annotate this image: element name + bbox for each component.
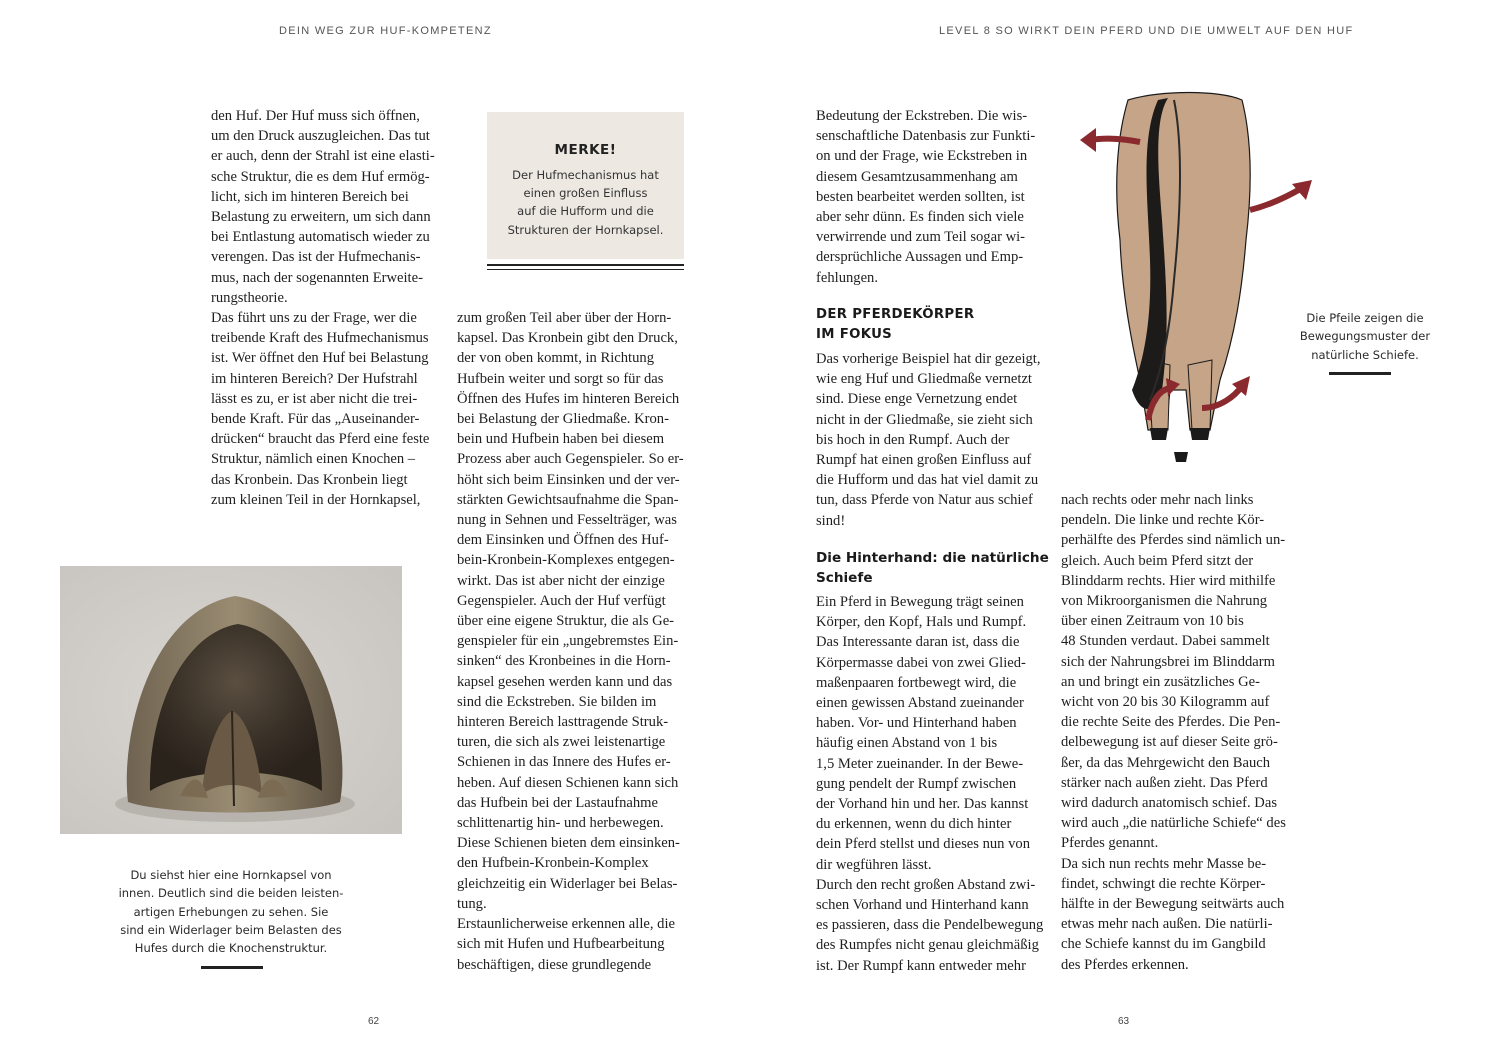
right-column-1-top <box>816 106 1035 288</box>
body-text-line: über eine eigene Struktur, die als Ge- <box>457 613 675 630</box>
body-text-line: Blinddarm rechts. Hier wird mithilfe <box>1061 572 1276 589</box>
body-text-line: mus, nach der sogenannten Erweite- <box>211 269 423 286</box>
horse-illustration <box>1070 90 1320 470</box>
merke-line: einen großen Einfluss <box>523 186 648 201</box>
body-text-line: einen gewissen Abstand zueinander <box>816 695 1024 712</box>
body-text-line: verengen. Das ist der Hufmechanis- <box>211 249 421 266</box>
body-text-line: das Kronbein. Das Kronbein liegt <box>211 471 408 488</box>
body-text-line: den Hufbein-Kronbein-Komplex <box>457 855 649 872</box>
running-head-left: DEIN WEG ZUR HUF-KOMPETENZ <box>279 25 492 37</box>
body-text-line: wird auch „die natürliche Schiefe“ des <box>1061 815 1286 832</box>
body-text-line: delbewegung ist auf dieser Seite grö- <box>1061 734 1278 751</box>
body-text-line: tun, dass Pferde von Natur aus schief <box>816 492 1033 509</box>
body-text-line: kapsel gesehen werden kann und das <box>457 673 673 690</box>
body-text-line: bei Belastung der Gliedmaße. Kron- <box>457 411 669 428</box>
left-column-1 <box>211 106 435 510</box>
caption-line: innen. Deutlich sind die beiden leisten- <box>118 886 344 901</box>
merke-text <box>487 166 684 239</box>
body-text-line: Das vorherige Beispiel hat dir gezeigt, <box>816 351 1041 367</box>
body-text-line: etwas mehr nach außen. Die natürli- <box>1061 916 1273 933</box>
body-text-line: Pferdes genannt. <box>1061 835 1159 852</box>
caption-line: Hufes durch die Knochenstruktur. <box>134 941 328 956</box>
body-text-line: sind die Eckstreben. Sie bilden im <box>457 693 657 710</box>
hoof-photo <box>60 566 402 834</box>
horse-caption <box>1285 309 1445 364</box>
body-text-line: Gegenspieler. Auch der Huf verfügt <box>457 592 666 609</box>
body-text-line: wirkt. Das ist aber nicht der einzige <box>457 572 665 589</box>
body-text-line: drücken“ braucht das Pferd eine feste <box>211 431 430 448</box>
caption-line: Du siehst hier eine Hornkapsel von <box>130 868 332 882</box>
body-text-line: Das führt uns zu der Frage, wer die <box>211 310 417 327</box>
body-text-line: die Hufform und das hat viel damit zu <box>816 472 1039 489</box>
page-number-right: 63 <box>1118 1016 1130 1027</box>
body-text-line: Ein Pferd in Bewegung trägt seinen <box>816 594 1024 610</box>
hoof-image <box>60 566 402 834</box>
body-text-line: nung in Sehnen und Fesselträger, was <box>457 512 677 529</box>
body-text-line: haben. Vor- und Hinterhand haben <box>816 715 1017 732</box>
merke-title: MERKE! <box>554 142 617 158</box>
heading-pferdekoerper <box>816 305 974 345</box>
body-text-line: im hinteren Bereich? Der Hufstrahl <box>211 370 418 387</box>
body-text-line: verwirrende und zum Teil sogar wi- <box>816 229 1026 246</box>
body-text-line: wicht von 20 bis 30 Kilogramm auf <box>1061 694 1270 711</box>
body-text-line: häufig einen Abstand von 1 bis <box>816 735 998 752</box>
right-column-1-middle <box>816 349 1041 531</box>
body-text-line: stärkten Gewichtsaufnahme die Span- <box>457 491 679 508</box>
body-text-line: heben. Auf diesen Schienen kann sich <box>457 774 679 791</box>
body-text-line: ist. Wer öffnet den Huf bei Belastung <box>211 350 429 367</box>
horse-rear-image <box>1070 90 1320 470</box>
body-text-line: des Pferdes erkennen. <box>1061 956 1189 973</box>
body-text-line: sich mit Hufen und Hufbearbeitung <box>457 936 665 953</box>
body-text-line: die rechte Seite des Pferdes. Die Pen- <box>1061 714 1281 731</box>
caption-line: natürliche Schiefe. <box>1311 347 1419 362</box>
body-text-line: licht, sich im hinteren Bereich bei <box>211 188 409 205</box>
body-text-line: tung. <box>457 895 487 912</box>
body-text-line: stärker nach außen zieht. Das Pferd <box>1061 774 1268 791</box>
body-text-line: aber sehr dünn. Es finden sich viele <box>816 209 1024 226</box>
body-text-line: hälfte in der Bewegung seitwärts auch <box>1061 896 1285 913</box>
hoof-caption-rule <box>201 966 263 969</box>
body-text-line: pendeln. Die linke und rechte Kör- <box>1061 512 1265 529</box>
body-text-line: ist. Der Rumpf kann entweder mehr <box>816 957 1026 974</box>
body-text-line: den Huf. Der Huf muss sich öffnen, <box>211 108 420 124</box>
merke-rule-top <box>487 264 684 266</box>
body-text-line: beschäftigen, diese grundlegende <box>457 956 652 973</box>
body-text-line: zum kleinen Teil in der Hornkapsel, <box>211 491 421 508</box>
body-text-line: Hufbein weiter und sorgt so für das <box>457 370 664 387</box>
body-text-line: Erstaunlicherweise erkennen alle, die <box>457 916 675 933</box>
heading-line: Schiefe <box>816 570 873 587</box>
body-text-line: wie eng Huf und Gliedmaße vernetzt <box>816 371 1032 388</box>
body-text-line: Da sich nun rechts mehr Masse be- <box>1061 855 1267 872</box>
body-text-line: sich der Nahrungsbrei im Blinddarm <box>1061 653 1275 670</box>
body-text-line: bende Kraft. Für das „Auseinander- <box>211 411 420 428</box>
body-text-line: um den Druck auszugleichen. Das tut <box>211 128 430 145</box>
body-text-line: fehlungen. <box>816 269 879 286</box>
body-text-line: ßer, da das Mehrgewicht den Bauch <box>1061 754 1271 771</box>
body-text-line: nach rechts oder mehr nach links <box>1061 492 1254 508</box>
body-text-line: Körpermasse dabei von zwei Glied- <box>816 654 1026 671</box>
body-text-line: on und der Frage, wie Eckstreben in <box>816 148 1028 165</box>
body-text-line: Struktur, nämlich einen Knochen – <box>211 451 416 468</box>
caption-line: sind ein Widerlager beim Belasten des <box>120 922 342 937</box>
body-text-line: Öffnen des Hufes im hinteren Bereich <box>457 390 680 407</box>
body-text-line: schlittenartig hin- und herbewegen. <box>457 815 664 832</box>
heading-line: IM FOKUS <box>816 327 893 342</box>
body-text-line: Das Interessante daran ist, dass die <box>816 634 1020 651</box>
body-text-line: sinken“ des Kronbeines in die Horn- <box>457 653 671 670</box>
merke-box <box>487 112 684 259</box>
body-text-line: maßenpaaren fortbewegt wird, die <box>816 674 1017 691</box>
body-text-line: an und bringt ein zusätzliches Ge- <box>1061 673 1260 690</box>
merke-line: Der Hufmechanismus hat <box>512 168 659 182</box>
body-text-line: es passieren, dass die Pendelbewegung <box>816 917 1044 934</box>
body-text-line: genspieler für ein „ungebremstes Ein- <box>457 633 679 650</box>
body-text-line: sind. Diese enge Vernetzung endet <box>816 391 1018 408</box>
body-text-line: bei Entlastung automatisch wieder zu <box>211 229 430 246</box>
body-text-line: perhälfte des Pferdes sind nämlich un- <box>1061 532 1286 549</box>
body-text-line: Belastung zu erweitern, um sich dann <box>211 209 431 226</box>
body-text-line: das Hufbein bei der Lastaufnahme <box>457 794 658 811</box>
body-text-line: Diese Schienen bieten dem einsinken- <box>457 835 680 852</box>
heading-line: DER PFERDEKÖRPER <box>816 307 975 322</box>
body-text-line: rungstheorie. <box>211 289 288 306</box>
merke-line: auf die Hufform und die <box>517 204 654 219</box>
body-text-line: schen Vorhand und Hinterhand kann <box>816 897 1029 914</box>
body-text-line: senschaftliche Datenbasis zur Funkti- <box>816 128 1036 145</box>
heading-line: Die Hinterhand: die natürliche <box>816 550 1049 566</box>
body-text-line: hinteren Bereich lasttragende Struk- <box>457 714 669 731</box>
body-text-line: 48 Stunden verdaut. Dabei sammelt <box>1061 633 1270 650</box>
body-text-line: des Rumpfes nicht genau gleichmäßig <box>816 937 1039 954</box>
body-text-line: findet, schwingt die rechte Körper- <box>1061 875 1266 892</box>
body-text-line: gleichzeitig ein Widerlager bei Belas- <box>457 875 678 892</box>
body-text-line: du erkennen, wenn du dich hinter <box>816 816 1012 833</box>
body-text-line: über einen Zeitraum von 10 bis <box>1061 613 1244 630</box>
running-head-right: LEVEL 8 SO WIRKT DEIN PFERD UND DIE UMWELT AUF DEN HUF <box>939 25 1354 37</box>
body-text-line: der Vorhand hin und her. Das kannst <box>816 796 1029 813</box>
horse-caption-rule <box>1329 372 1391 375</box>
body-text-line: wird dadurch anatomisch schief. Das <box>1061 795 1277 812</box>
body-text-line: 1,5 Meter zueinander. In der Bewe- <box>816 755 1024 772</box>
body-text-line: diesem Gesamtzusammenhang am <box>816 168 1018 185</box>
body-text-line: turen, die sich als zwei leistenartige <box>457 734 666 751</box>
body-text-line: Durch den recht großen Abstand zwi- <box>816 876 1036 893</box>
body-text-line: der von oben kommt, in Richtung <box>457 350 654 367</box>
body-text-line: Prozess aber auch Gegenspieler. So er- <box>457 451 684 468</box>
right-column-2 <box>1061 490 1286 975</box>
body-text-line: Schienen in das Innere des Hufes er- <box>457 754 671 771</box>
body-text-line: lässt es zu, er ist aber nicht die trei- <box>211 390 418 407</box>
body-text-line: Körper, den Kopf, Hals und Rumpf. <box>816 614 1027 631</box>
body-text-line: treibende Kraft des Hufmechanismus <box>211 330 429 347</box>
body-text-line: Rumpf hat einen großen Einfluss auf <box>816 452 1032 469</box>
body-text-line: Bedeutung der Eckstreben. Die wis- <box>816 108 1028 124</box>
heading-hinterhand <box>816 548 1049 589</box>
hoof-caption <box>95 866 367 957</box>
body-text-line: bis hoch in den Rumpf. Auch der <box>816 431 1010 448</box>
body-text-line: dein Pferd stellst und dieses nun von <box>816 836 1031 853</box>
body-text-line: zum großen Teil aber über der Horn- <box>457 310 672 326</box>
body-text-line: besten bearbeitet werden sollten, ist <box>816 188 1025 205</box>
body-text-line: kapsel. Das Kronbein gibt den Druck, <box>457 330 678 347</box>
left-column-2 <box>457 308 684 975</box>
body-text-line: bein und Hufbein haben bei diesem <box>457 431 665 448</box>
body-text-line: sind! <box>816 512 846 529</box>
body-text-line: gung pendelt der Rumpf zwischen <box>816 775 1017 792</box>
body-text-line: höht sich beim Einsinken und der ver- <box>457 471 680 488</box>
body-text-line: er auch, denn der Strahl ist eine elasti- <box>211 148 435 165</box>
body-text-line: sche Struktur, die es dem Huf ermög- <box>211 168 430 185</box>
body-text-line: bein-Kronbein-Komplexes entgegen- <box>457 552 675 569</box>
merke-rule-bottom <box>487 269 684 270</box>
body-text-line: dersprüchliche Aussagen und Emp- <box>816 249 1024 266</box>
body-text-line: dem Einsinken und Öffnen des Huf- <box>457 532 669 549</box>
body-text-line: nicht in der Gliedmaße, sie zieht sich <box>816 411 1033 428</box>
body-text-line: gleich. Auch beim Pferd sitzt der <box>1061 552 1254 569</box>
caption-line: artigen Erhebungen zu sehen. Sie <box>133 904 329 919</box>
caption-line: Die Pfeile zeigen die <box>1306 311 1424 325</box>
body-text-line: von Mikroorganismen die Nahrung <box>1061 593 1268 610</box>
caption-line: Bewegungsmuster der <box>1299 329 1431 344</box>
merke-line: Strukturen der Hornkapsel. <box>507 222 664 237</box>
body-text-line: dir wegführen lässt. <box>816 856 932 873</box>
body-text-line: che Schiefe kannst du im Gangbild <box>1061 936 1266 953</box>
page-number-left: 62 <box>368 1016 380 1027</box>
right-column-1-bottom <box>816 592 1043 976</box>
